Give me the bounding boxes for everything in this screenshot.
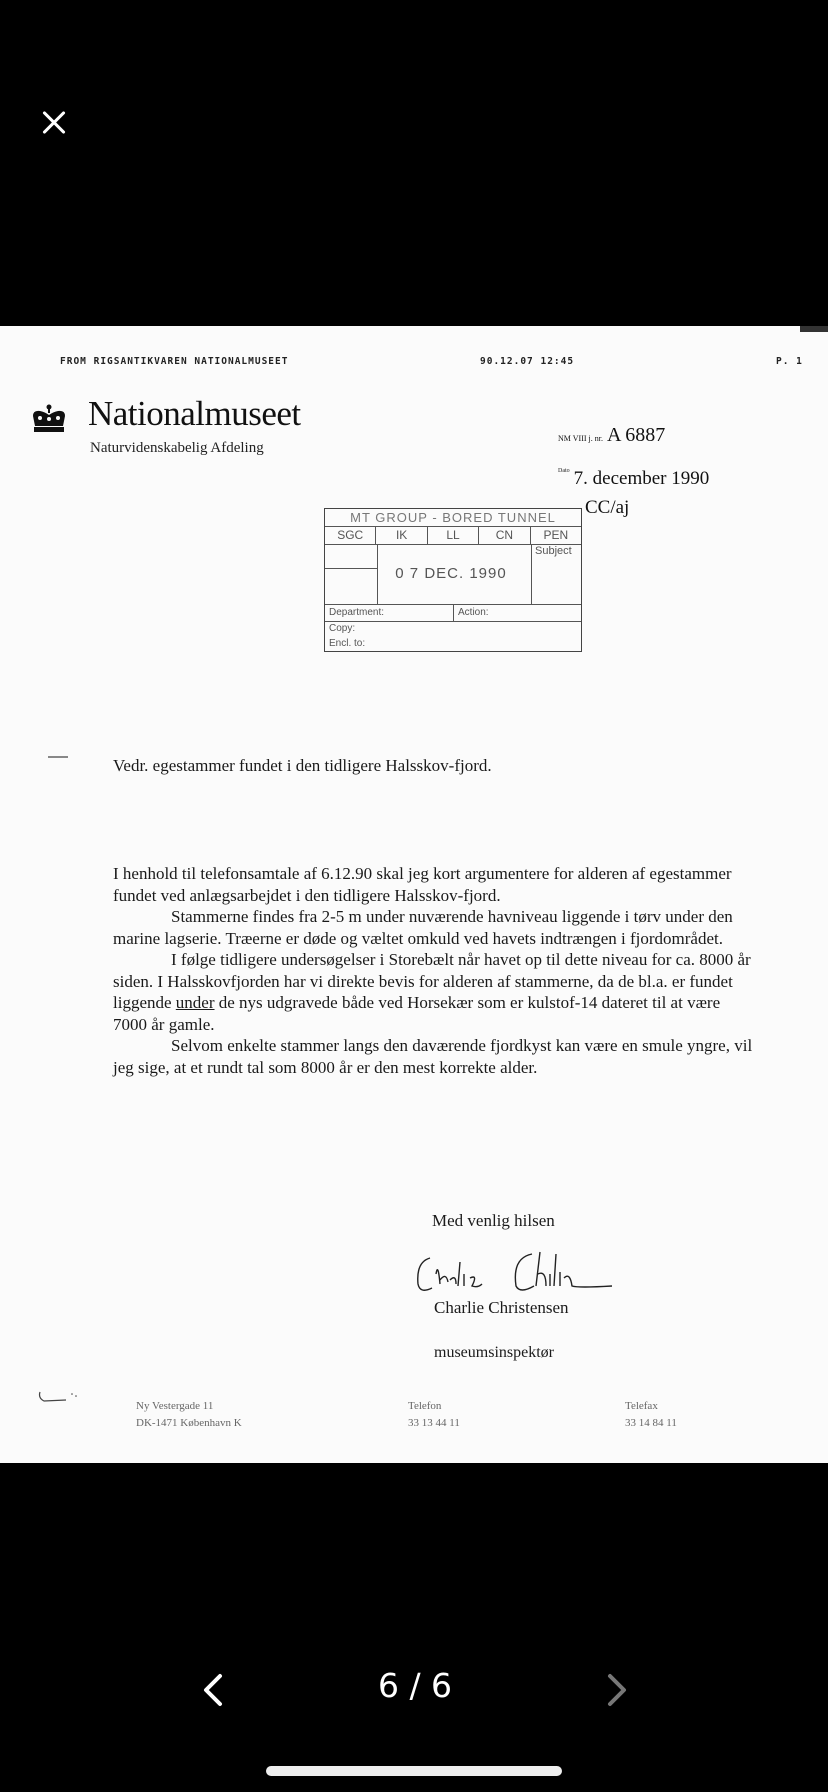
footer-telefon [408,1398,460,1432]
stamp-column: IK [376,526,427,544]
paragraph [113,949,753,1035]
chevron-right-icon [610,1676,624,1704]
letter-body [113,863,753,1078]
stamp-date: 0 7 DEC. 1990 [395,565,507,582]
stamp-action-label: Action: [458,607,489,618]
next-page-button[interactable] [598,1670,634,1710]
initials: CC/aj [585,497,630,518]
paragraph: Stammerne findes fra 2-5 m under nuværende havniveau liggende i tørv under den marine lagserie. Træerne er døde og væltet omkuld ved havets indtrængen i fjordområdet. [113,907,733,948]
stamp-column: SGC [325,526,376,544]
letter-subject: Vedr. egestammer fundet i den tidligere Halsskov-fjord. [113,756,492,775]
stamp-column: PEN [543,528,569,542]
stamp-copy-row [325,621,581,651]
reference-value: A 6887 [606,424,666,446]
letterhead-department: Naturvidenskabelig Afdeling [90,440,264,456]
telefon-number: 33 13 44 11 [408,1417,460,1429]
reference-label: NM VIII j. nr. [558,434,603,443]
date-value: 7. december 1990 [573,468,710,489]
margin-scribble [36,1390,80,1404]
telefon-label: Telefon [408,1400,442,1412]
stamp-department-label: Department: [325,604,454,621]
stamp-column: CN [479,526,530,544]
handwritten-signature [412,1244,642,1300]
address-line: Ny Vestergade 11 [136,1400,214,1412]
telefax-label: Telefax [625,1400,658,1412]
previous-page-button[interactable] [196,1670,232,1710]
stamp-encl-label: Encl. to: [329,638,366,649]
paragraph: Selvom enkelte stammer langs den daværende fjordkyst kan være en smule yngre, vil jeg sige, at et rundt tal som 8000 år er den mest korrekte alder. [113,1036,753,1077]
address-line: DK-1471 København K [136,1417,242,1429]
page-edge-shadow [800,326,828,332]
received-stamp [324,508,582,652]
date-label: Dato [558,468,570,474]
underlined-word: under [175,993,215,1012]
paragraph-text: I følge tidligere undersøgelser i Storebælt når havet op til dette niveau for ca. 8000 år siden. I Halsskovfjorden har vi direkte bevis for alderen af stammerne, da de bl.a. er fundet liggende [113,950,751,1012]
chevron-left-icon [206,1676,220,1704]
home-indicator[interactable] [266,1766,562,1776]
paragraph-text: de nys udgravede både ved Horsekær som er kulstof-14 dateret til at være 7000 år gamle. [113,993,721,1034]
signer-name: Charlie Christensen [434,1298,569,1317]
fax-header-from: FROM RIGSANTIKVAREN NATIONALMUSEET [60,356,289,367]
fax-header-page: P. 1 [776,356,803,367]
stamp-columns [325,526,581,545]
close-button[interactable] [36,105,72,141]
stamp-title: MT GROUP - BORED TUNNEL [325,509,581,527]
stamp-copy-label: Copy: [329,623,356,634]
signer-title: museumsinspektør [434,1344,554,1361]
reference-number [558,424,665,447]
stamp-column: LL [428,526,479,544]
page-indicator: 6 / 6 [377,1666,453,1705]
fax-header-datetime: 90.12.07 12:45 [480,356,575,367]
telefax-number: 33 14 84 11 [625,1417,677,1429]
stamp-date-row [325,544,581,605]
footer-address [136,1398,242,1432]
document-page [0,326,828,1463]
crown-icon [30,404,68,434]
stamp-dept-row [325,604,581,622]
letter-date [558,468,709,490]
paragraph: I henhold til telefonsamtale af 6.12.90 skal jeg kort argumentere for alderen af egestammer fundet ved anlægsarbejdet i den tidligere Halsskov-fjord. [113,864,732,905]
letterhead-name: Nationalmuseet [88,394,301,433]
stamp-subject-label: Subject [531,544,581,604]
closing: Med venlig hilsen [432,1211,555,1230]
stamp-blank-box [325,544,378,604]
margin-mark [48,756,68,758]
footer-telefax [625,1398,677,1432]
